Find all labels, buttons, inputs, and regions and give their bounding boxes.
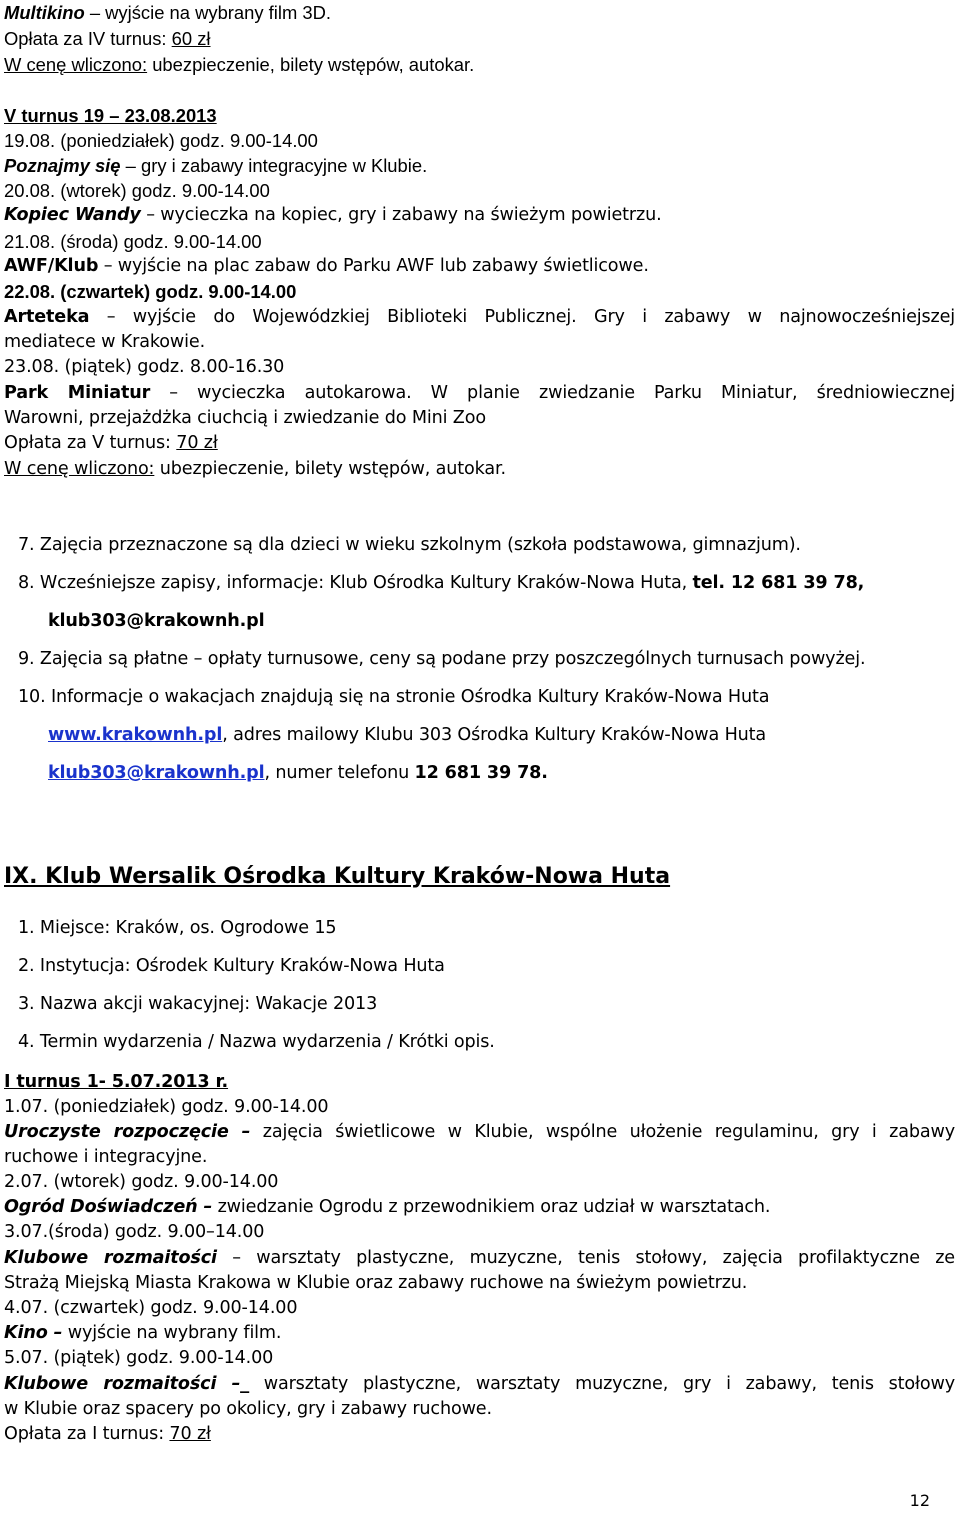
event-line	[4, 203, 955, 228]
info-item-10-line3	[48, 761, 955, 786]
event-name: AWF/Klub	[4, 256, 99, 276]
event-desc: zajęcia świetlicowe w Klubie, wspólne ułożenie regulaminu, gry i zabawy	[250, 1122, 956, 1142]
info-item-7: 7. Zajęcia przeznaczone są dla dzieci w wieku szkolnym (szkoła podstawowa, gimnazjum).	[18, 535, 801, 555]
date-line: 22.08. (czwartek) godz. 9.00-14.00	[4, 281, 297, 302]
event-name: Ogród Doświadczeń –	[4, 1197, 213, 1217]
event-name: Kopiec Wandy	[4, 205, 141, 225]
section-heading: IX. Klub Wersalik Ośrodka Kultury Kraków-Nowa Huta	[4, 864, 671, 889]
turnus-1-title: I turnus 1- 5.07.2013 r.	[4, 1072, 229, 1092]
phone-text: tel. 12 681 39 78,	[692, 573, 865, 593]
date-line: 2.07. (wtorek) godz. 9.00-14.00	[4, 1172, 279, 1192]
date-line: 21.08. (środa) godz. 9.00-14.00	[4, 231, 262, 252]
event-desc: – wyjście na plac zabaw do Parku AWF lub zabawy świetlicowe.	[98, 256, 649, 276]
event-desc: – warsztaty plastyczne, muzyczne, tenis stołowy, zajęcia profilaktyczne ze	[216, 1248, 955, 1268]
included-label: W cenę wliczono:	[4, 54, 148, 75]
event-name: Kino –	[4, 1323, 63, 1343]
section-item-1: 1. Miejsce: Kraków, os. Ogrodowe 15	[18, 918, 337, 938]
fee-line-4	[4, 26, 955, 51]
fee-price: 70 zł	[176, 433, 218, 453]
date-line: 23.08. (piątek) godz. 8.00-16.30	[4, 357, 285, 377]
event-line-cont: w Klubie oraz spacery po okolicy, gry i zabawy ruchowe.	[4, 1399, 492, 1419]
fee-label: Opłata za I turnus:	[4, 1424, 170, 1444]
event-desc: – wyjście do Wojewódzkiej Biblioteki Publicznej. Gry i zabawy w najnowocześniejszej	[89, 307, 955, 327]
event-line	[4, 1246, 955, 1271]
event-desc: zwiedzanie Ogrodu z przewodnikiem oraz udział w warsztatach.	[212, 1197, 771, 1217]
included-text: ubezpieczenie, bilety wstępów, autokar.	[154, 459, 506, 479]
date-line: 1.07. (poniedziałek) godz. 9.00-14.00	[4, 1097, 329, 1117]
info-text: , numer telefonu	[264, 763, 415, 783]
info-text: , adres mailowy Klubu 303 Ośrodka Kultury Kraków-Nowa Huta	[222, 725, 767, 745]
event-line	[4, 153, 955, 178]
event-line	[4, 1372, 955, 1397]
section-item-4: 4. Termin wydarzenia / Nazwa wydarzenia / Krótki opis.	[18, 1032, 495, 1052]
section-item-2: 2. Instytucja: Ośrodek Kultury Kraków-Nowa Huta	[18, 956, 445, 976]
fee-line-1	[4, 1422, 955, 1447]
event-line	[4, 305, 955, 330]
included-label: W cenę wliczono:	[4, 459, 155, 479]
event-line	[4, 1120, 955, 1145]
event-name: Park Miniatur	[4, 383, 151, 403]
fee-price: 60 zł	[171, 28, 211, 49]
phone-text: 12 681 39 78.	[414, 763, 548, 783]
included-text: ubezpieczenie, bilety wstępów, autokar.	[147, 54, 475, 75]
event-line	[4, 254, 955, 279]
event-line-cont: ruchowe i integracyjne.	[4, 1147, 208, 1167]
event-line-cont: Warowni, przejażdżka ciuchcią i zwiedzanie do Mini Zoo	[4, 408, 486, 428]
fee-line-5	[4, 431, 955, 456]
section-item-3: 3. Nazwa akcji wakacyjnej: Wakacje 2013	[18, 994, 378, 1014]
event-name: Multikino	[4, 2, 85, 23]
email-text: klub303@krakownh.pl	[48, 611, 265, 631]
turnus-5-title: V turnus 19 – 23.08.2013	[4, 105, 217, 126]
date-line: 3.07.(środa) godz. 9.00–14.00	[4, 1222, 265, 1242]
event-name: Poznajmy się	[4, 155, 121, 176]
date-line: 4.07. (czwartek) godz. 9.00-14.00	[4, 1298, 298, 1318]
event-desc: – wyjście na wybrany film 3D.	[84, 2, 332, 23]
email-link[interactable]: klub303@krakownh.pl	[48, 763, 265, 783]
date-line: 5.07. (piątek) godz. 9.00-14.00	[4, 1348, 274, 1368]
event-name: Klubowe rozmaitości	[4, 1248, 217, 1268]
included-line-4	[4, 52, 955, 77]
event-line	[4, 381, 955, 406]
event-name: Uroczyste rozpoczęcie –	[4, 1122, 251, 1142]
event-line	[4, 1321, 955, 1346]
date-line: 20.08. (wtorek) godz. 9.00-14.00	[4, 180, 270, 201]
info-item-10-line2	[48, 723, 955, 748]
event-line	[4, 1195, 955, 1220]
event-desc: wyjście na wybrany film.	[62, 1323, 282, 1343]
info-text: 8. Wcześniejsze zapisy, informacje: Klub Ośrodka Kultury Kraków-Nowa Huta,	[18, 573, 693, 593]
fee-label: Opłata za IV turnus:	[4, 28, 172, 49]
page-number: 12	[909, 1491, 930, 1510]
fee-label: Opłata za V turnus:	[4, 433, 177, 453]
event-desc: – wycieczka na kopiec, gry i zabawy na świeżym powietrzu.	[140, 205, 662, 225]
event-line-cont: Strażą Miejską Miasta Krakowa w Klubie oraz zabawy ruchowe na świeżym powietrzu.	[4, 1273, 748, 1293]
event-desc: warsztaty plastyczne, warsztaty muzyczne, gry i zabawy, tenis stołowy	[248, 1374, 955, 1394]
event-name: Arteteka	[4, 307, 90, 327]
line-multikino	[4, 0, 955, 25]
event-name: Klubowe rozmaitości –_	[4, 1374, 249, 1394]
info-item-9: 9. Zajęcia są płatne – opłaty turnusowe, ceny są podane przy poszczególnych turnusach powyżej.	[18, 649, 866, 669]
event-desc: – gry i zabawy integracyjne w Klubie.	[120, 155, 428, 176]
event-line-cont: mediatece w Krakowie.	[4, 332, 206, 352]
date-line: 19.08. (poniedziałek) godz. 9.00-14.00	[4, 130, 318, 151]
fee-price: 70 zł	[169, 1424, 211, 1444]
website-link[interactable]: www.krakownh.pl	[48, 725, 223, 745]
info-item-8	[18, 571, 955, 596]
included-line-5	[4, 457, 955, 482]
event-desc: – wycieczka autokarowa. W planie zwiedzanie Parku Miniatur, średniowiecznej	[150, 383, 955, 403]
info-item-10: 10. Informacje o wakacjach znajdują się na stronie Ośrodka Kultury Kraków-Nowa Huta	[18, 687, 770, 707]
